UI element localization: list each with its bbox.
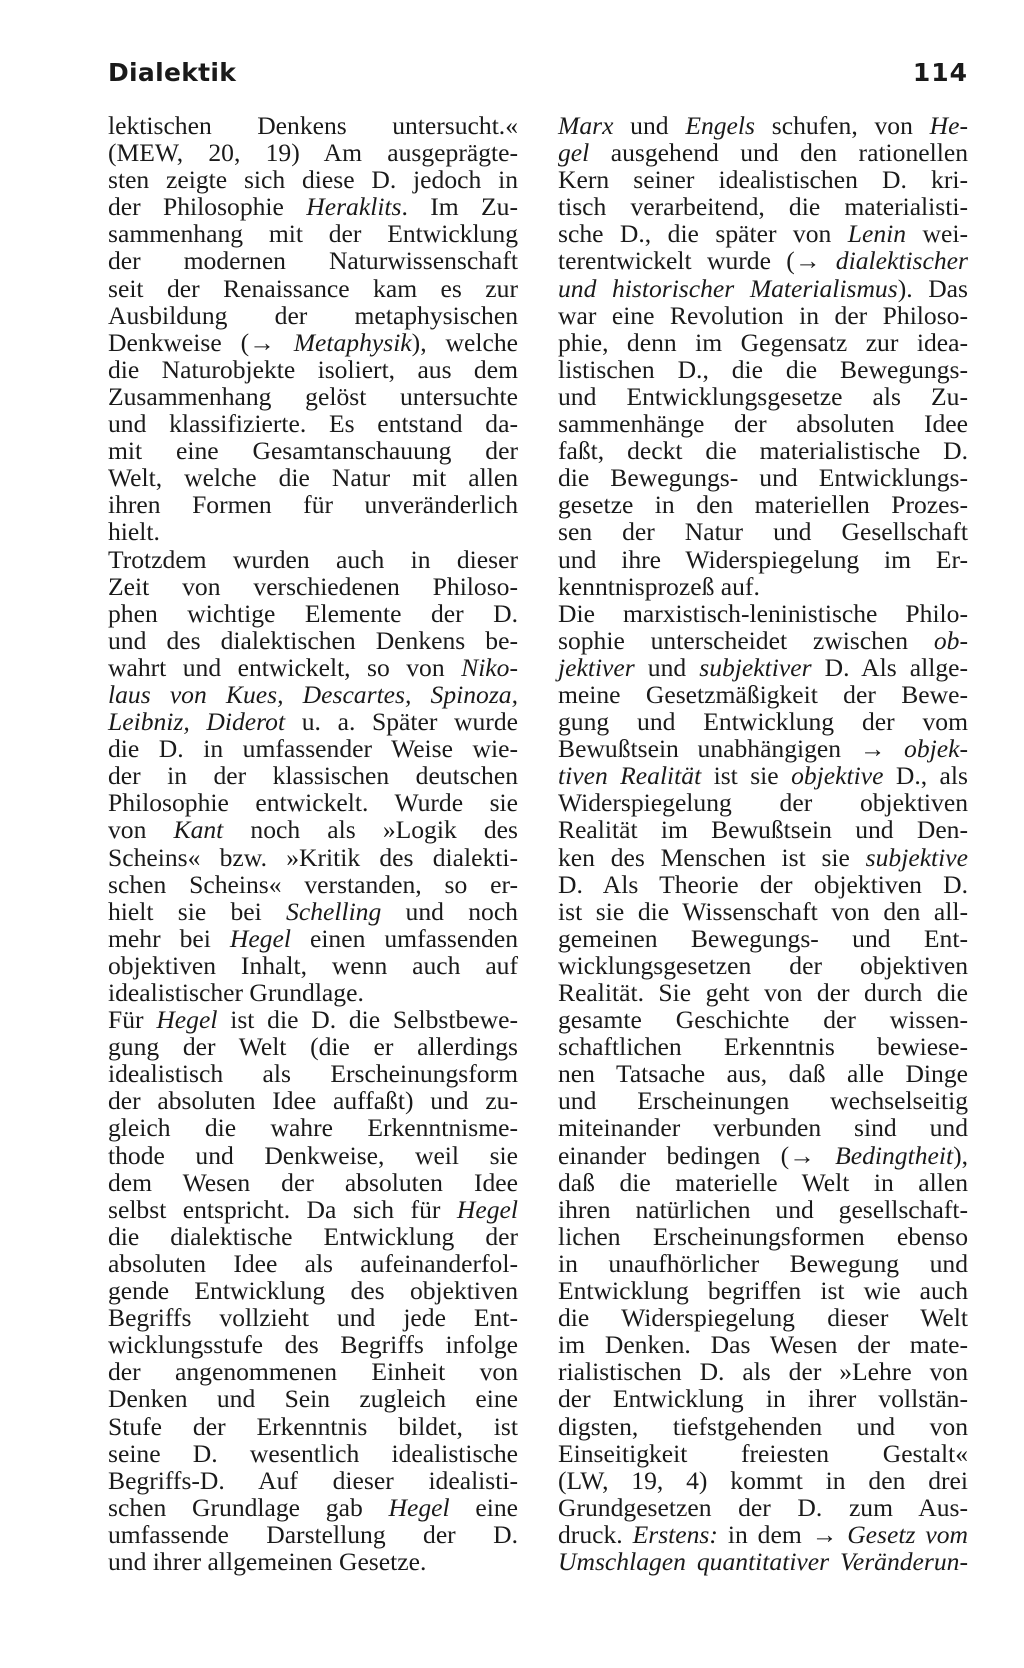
text-line: Zeit von verschiedenen Philoso- xyxy=(108,571,518,601)
text-line: rialistischen D. als der »Lehre von xyxy=(558,1357,968,1387)
text-line: gel ausgehend und den rationellen xyxy=(558,138,968,168)
text-line: gung der Welt (die er allerdings xyxy=(108,1032,518,1062)
text-line: schen Grundlage gab Hegel eine xyxy=(108,1492,518,1522)
text-line: sen der Natur und Gesellschaft xyxy=(558,517,968,547)
text-line: nen Tatsache aus, daß alle Dinge xyxy=(558,1059,968,1089)
text-line: wicklungsstufe des Begriffs infolge xyxy=(108,1330,518,1360)
text-line: Widerspiegelung der objektiven xyxy=(558,788,968,818)
text-line: der Philosophie Heraklits. Im Zu- xyxy=(108,192,518,222)
text-line: objektiven Inhalt, wenn auch auf xyxy=(108,950,518,980)
text-line: und historischer Materialismus). Das xyxy=(558,273,968,303)
text-line: druck. Erstens: in dem → Gesetz vom xyxy=(558,1519,968,1549)
text-line: und Erscheinungen wechselseitig xyxy=(558,1086,968,1116)
text-line: die dialektische Entwicklung der xyxy=(108,1221,518,1251)
text-line: Bewußtsein unabhängigen → objek- xyxy=(558,734,968,764)
text-line: der angenommenen Einheit von xyxy=(108,1357,518,1387)
text-line: phie, denn im Gegensatz zur idea- xyxy=(558,327,968,357)
text-line: und ihre Widerspiegelung im Er- xyxy=(558,544,968,574)
text-line: ihren natürlichen und gesellschaft- xyxy=(558,1194,968,1224)
text-line: terentwickelt wurde (→ dialektischer xyxy=(558,246,968,276)
running-head xyxy=(108,58,968,92)
text-line: ken des Menschen ist sie subjektive xyxy=(558,842,968,872)
text-line: ist sie die Wissenschaft von den all- xyxy=(558,896,968,926)
text-line: D. Als Theorie der objektiven D. xyxy=(558,869,968,899)
text-line: daß die materielle Welt in allen xyxy=(558,1167,968,1197)
text-line: schaftlichen Erkenntnis bewiese- xyxy=(558,1032,968,1062)
text-line: kenntnisprozeß auf. xyxy=(558,571,760,601)
text-line: die Bewegungs- und Entwicklungs- xyxy=(558,463,968,493)
text-line: sche D., die später von Lenin wei- xyxy=(558,219,968,249)
text-column-right xyxy=(558,112,968,1575)
text-line: in unaufhörlicher Bewegung und xyxy=(558,1248,968,1278)
text-column-left xyxy=(108,112,518,1575)
text-line: Ausbildung der metaphysischen xyxy=(108,300,518,330)
text-line: Trotzdem wurden auch in dieser xyxy=(108,544,518,574)
text-line: laus von Kues, Descartes, Spinoza, xyxy=(108,679,518,709)
text-line: Leibniz, Diderot u. a. Später wurde xyxy=(108,707,518,737)
text-line: seine D. wesentlich idealistische xyxy=(108,1438,518,1468)
text-line: lektischen Denkens untersucht.« xyxy=(108,111,518,140)
text-line: phen wichtige Elemente der D. xyxy=(108,598,518,628)
text-line: Umschlagen quantitativer Veränderun- xyxy=(558,1546,968,1576)
text-line: Kern seiner idealistischen D. kri- xyxy=(558,165,968,195)
text-line: Begriffs-D. Auf dieser idealisti- xyxy=(108,1465,518,1495)
text-line: mehr bei Hegel einen umfassenden xyxy=(108,923,518,953)
text-line: die D. in umfassender Weise wie- xyxy=(108,734,518,764)
text-line: die Naturobjekte isoliert, aus dem xyxy=(108,354,518,384)
text-line: einander bedingen (→ Bedingtheit), xyxy=(558,1140,968,1170)
text-line: digsten, tiefstgehenden und von xyxy=(558,1411,968,1441)
text-line: gung und Entwicklung der vom xyxy=(558,707,968,737)
text-line: dem Wesen der absoluten Idee xyxy=(108,1167,518,1197)
text-line: jektiver und subjektiver D. Als allge- xyxy=(558,652,969,682)
text-line: im Denken. Das Wesen der mate- xyxy=(558,1330,968,1360)
text-line: von Kant noch als »Logik des xyxy=(108,815,518,845)
text-line: Die marxistisch-leninistische Philo- xyxy=(558,598,968,628)
text-line: war eine Revolution in der Philoso- xyxy=(558,300,968,330)
text-line: der in der klassischen deutschen xyxy=(108,761,518,791)
text-line: Welt, welche die Natur mit allen xyxy=(108,463,518,493)
text-line: idealistisch als Erscheinungsform xyxy=(108,1059,518,1089)
text-line: (LW, 19, 4) kommt in den drei xyxy=(558,1465,968,1495)
text-line: Realität. Sie geht von der durch die xyxy=(558,978,968,1007)
text-line: wicklungsgesetzen der objektiven xyxy=(558,950,968,980)
text-line: Zusammenhang gelöst untersuchte xyxy=(108,381,518,411)
text-line: Begriffs vollzieht und jede Ent- xyxy=(108,1303,518,1333)
text-line: schen Scheins« verstanden, so er- xyxy=(108,869,518,899)
text-line: Für Hegel ist die D. die Selbstbewe- xyxy=(108,1005,518,1035)
text-line: tiven Realität ist sie objektive D., als xyxy=(558,761,968,791)
text-line: lichen Erscheinungsformen ebenso xyxy=(558,1221,968,1251)
text-line: wahrt und entwickelt, so von Niko- xyxy=(108,652,518,682)
text-line: hielt sie bei Schelling und noch xyxy=(108,896,518,926)
text-line: Denkweise (→ Metaphysik), welche xyxy=(108,327,518,357)
text-line: Scheins« bzw. »Kritik des dialekti- xyxy=(108,842,518,872)
text-line: Realität im Bewußtsein und Den- xyxy=(558,815,968,845)
text-line: und klassifizierte. Es entstand da- xyxy=(108,409,518,439)
text-line: Marx und Engels schufen, von He- xyxy=(558,111,969,140)
text-line: sophie unterscheidet zwischen ob- xyxy=(558,625,968,655)
text-line: faßt, deckt die materialistische D. xyxy=(558,436,968,466)
page-title: Dialektik xyxy=(108,58,237,87)
text-line: sammenhänge der absoluten Idee xyxy=(558,409,968,439)
text-line: listischen D., die die Bewegungs- xyxy=(558,354,968,384)
text-line: Philosophie entwickelt. Wurde sie xyxy=(108,788,518,818)
text-line: meine Gesetzmäßigkeit der Bewe- xyxy=(558,679,968,709)
text-line: die Widerspiegelung dieser Welt xyxy=(558,1303,968,1333)
text-line: miteinander verbunden sind und xyxy=(558,1113,968,1143)
text-line: der modernen Naturwissenschaft xyxy=(108,246,518,276)
text-line: gende Entwicklung des objektiven xyxy=(108,1276,518,1306)
text-line: Grundgesetzen der D. zum Aus- xyxy=(558,1492,968,1522)
text-line: absoluten Idee als aufeinanderfol- xyxy=(108,1248,518,1278)
text-line: seit der Renaissance kam es zur xyxy=(108,273,518,303)
text-line: ihren Formen für unveränderlich xyxy=(108,490,518,520)
text-line: (MEW, 20, 19) Am ausgeprägte- xyxy=(108,138,518,168)
text-line: thode und Denkweise, weil sie xyxy=(108,1140,518,1170)
text-line: der absoluten Idee auffaßt) und zu- xyxy=(108,1086,518,1116)
text-line: Einseitigkeit freiesten Gestalt« xyxy=(558,1438,968,1468)
text-line: umfassende Darstellung der D. xyxy=(108,1519,518,1549)
text-line: sten zeigte sich diese D. jedoch in xyxy=(108,165,518,195)
text-line: Entwicklung begriffen ist wie auch xyxy=(558,1276,968,1306)
text-line: und ihrer allgemeinen Gesetze. xyxy=(108,1546,427,1576)
text-line: Stufe der Erkenntnis bildet, ist xyxy=(108,1411,518,1441)
text-line: Denken und Sein zugleich eine xyxy=(108,1384,518,1414)
text-line: hielt. xyxy=(108,517,160,547)
text-line: mit eine Gesamtanschauung der xyxy=(108,436,518,466)
text-line: der Entwicklung in ihrer vollstän- xyxy=(558,1384,968,1414)
text-line: gesamte Geschichte der wissen- xyxy=(558,1005,968,1035)
text-line: und des dialektischen Denkens be- xyxy=(108,625,518,655)
text-line: selbst entspricht. Da sich für Hegel xyxy=(108,1194,518,1224)
text-line: gemeinen Bewegungs- und Ent- xyxy=(558,923,968,953)
text-line: und Entwicklungsgesetze als Zu- xyxy=(558,381,968,411)
text-line: gesetze in den materiellen Prozes- xyxy=(558,490,968,520)
text-line: idealistischer Grundlage. xyxy=(108,978,364,1007)
text-line: gleich die wahre Erkenntnisme- xyxy=(108,1113,518,1143)
text-line: tisch verarbeitend, die materialisti- xyxy=(558,192,968,222)
page-number: 114 xyxy=(912,58,968,87)
text-line: sammenhang mit der Entwicklung xyxy=(108,219,518,249)
